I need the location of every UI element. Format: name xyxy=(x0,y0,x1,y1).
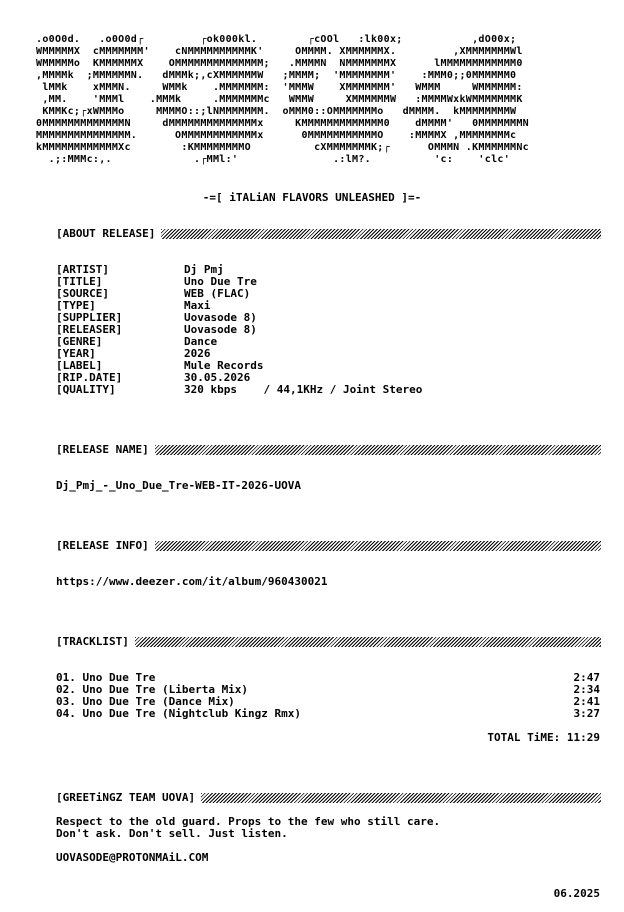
section-release-name xyxy=(56,444,601,456)
field-key: [SOURCE] xyxy=(56,287,109,300)
section-about-release xyxy=(56,228,601,240)
greetings-line: Respect to the old guard. Props to the few who still care. xyxy=(56,815,441,828)
section-tracklist xyxy=(56,636,601,648)
field-value: 320 kbps / 44,1KHz / Joint Stereo xyxy=(184,383,423,396)
footer-date: 06.2025 xyxy=(553,887,600,900)
field-key: [TYPE] xyxy=(56,299,96,312)
section-release-info-label: [RELEASE INFO] xyxy=(56,539,149,552)
section-release-name-label: [RELEASE NAME] xyxy=(56,443,149,456)
section-greetings xyxy=(56,792,601,804)
total-time: TOTAL TiME: 11:29 xyxy=(487,731,600,744)
field-key: [ARTIST] xyxy=(56,263,109,276)
field-value: Dj Pmj xyxy=(184,263,224,276)
ascii-logo: .o0O0d. .o0O0d┌ ┌ok000kl. ┌cOOl :lk00x; ,dO00x; WMMMMMX cMMMMMMM' cNMMMMMMMMMMK' OMMMM. XMMMMMMX. ,XMMMMMMMWl WMMMMMo KMMMMMMX OMMMMMMMMMMMMMM; .MMMMN NMMMMMMMX lMMMMMMMMMMMM0 ,MMMMk ;MMMMMMN. dMMMk;,cXMMMMMMW ;MMMM; 'MMMMMMMM' :MMM0;;0MMMMMM0 lMMk xMMMN. WMMk .MMMMMMM: 'MMMW XMMMMMMM' WMMM WMMMMMM: ,MM. 'MMMl .MMMk .MMMMMMMc WMMW XMMMMMMW :MMMMWxkWMMMMMMMK KMMKc;┌xWMMMo MMMMO::;lNMMMMMMM. oMMM0::OMMMMMMMo dMMMM. kMMMMMMMMW 0MMMMMMMMMMMMMN dMMMMMMMMMMMMMMx KMMMMMMMMMMMMM0 dMMMM' 0MMMMMMMN MMMMMMMMMMMMMMM. OMMMMMMMMMMMMx 0MMMMMMMMMMMO :MMMMX ,MMMMMMMMc kMMMMMMMMMMMMXc :KMMMMMMMMO cXMMMMMMMK;┌ OMMMN .KMMMMMMNc .;:MMMc:,. .┌MMl:' .:lM?. 'c: 'clc' xyxy=(36,34,529,165)
track-title: 01. Uno Due Tre xyxy=(56,671,156,684)
greetings-line: Don't ask. Don't sell. Just listen. xyxy=(56,827,288,840)
contact-email: UOVASODE@PROTONMAiL.COM xyxy=(56,851,209,864)
field-quality xyxy=(56,384,422,396)
field-value: Uovasode 8) xyxy=(184,311,257,324)
track-row xyxy=(56,708,600,720)
track-time: 2:34 xyxy=(573,683,600,696)
track-time: 3:27 xyxy=(573,707,600,720)
track-title: 02. Uno Due Tre (Liberta Mix) xyxy=(56,683,249,696)
field-value: 30.05.2026 xyxy=(184,371,251,384)
section-about-label: [ABOUT RELEASE] xyxy=(56,227,156,240)
field-value: Mule Records xyxy=(184,359,264,372)
track-time: 2:41 xyxy=(573,695,600,708)
field-key: [TITLE] xyxy=(56,275,103,288)
field-value: Maxi xyxy=(184,299,211,312)
release-info-url: https://www.deezer.com/it/album/960430021 xyxy=(56,575,328,588)
field-key: [QUALITY] xyxy=(56,383,116,396)
field-key: [YEAR] xyxy=(56,347,96,360)
release-name-value: Dj_Pmj_-_Uno_Due_Tre-WEB-IT-2026-UOVA xyxy=(56,479,302,492)
track-time: 2:47 xyxy=(573,671,600,684)
section-rule xyxy=(155,445,601,455)
field-key: [SUPPLIER] xyxy=(56,311,123,324)
field-value: Dance xyxy=(184,335,218,348)
field-key: [GENRE] xyxy=(56,335,103,348)
field-value: 2026 xyxy=(184,347,211,360)
field-value: Uovasode 8) xyxy=(184,323,257,336)
field-key: [RIP.DATE] xyxy=(56,371,123,384)
field-value: Uno Due Tre xyxy=(184,275,257,288)
section-release-info xyxy=(56,540,601,552)
field-key: [RELEASER] xyxy=(56,323,123,336)
track-title: 03. Uno Due Tre (Dance Mix) xyxy=(56,695,235,708)
field-value: WEB (FLAC) xyxy=(184,287,251,300)
section-tracklist-label: [TRACKLIST] xyxy=(56,635,129,648)
section-rule xyxy=(161,229,601,239)
track-title: 04. Uno Due Tre (Nightclub Kingz Rmx) xyxy=(56,707,302,720)
section-rule xyxy=(201,793,601,803)
section-greetings-label: [GREETiNGZ TEAM UOVA] xyxy=(56,791,196,804)
section-rule xyxy=(135,637,601,647)
field-key: [LABEL] xyxy=(56,359,103,372)
section-rule xyxy=(155,541,601,551)
tagline: -=[ iTALiAN FLAVORS UNLEASHED ]=- xyxy=(202,191,422,204)
